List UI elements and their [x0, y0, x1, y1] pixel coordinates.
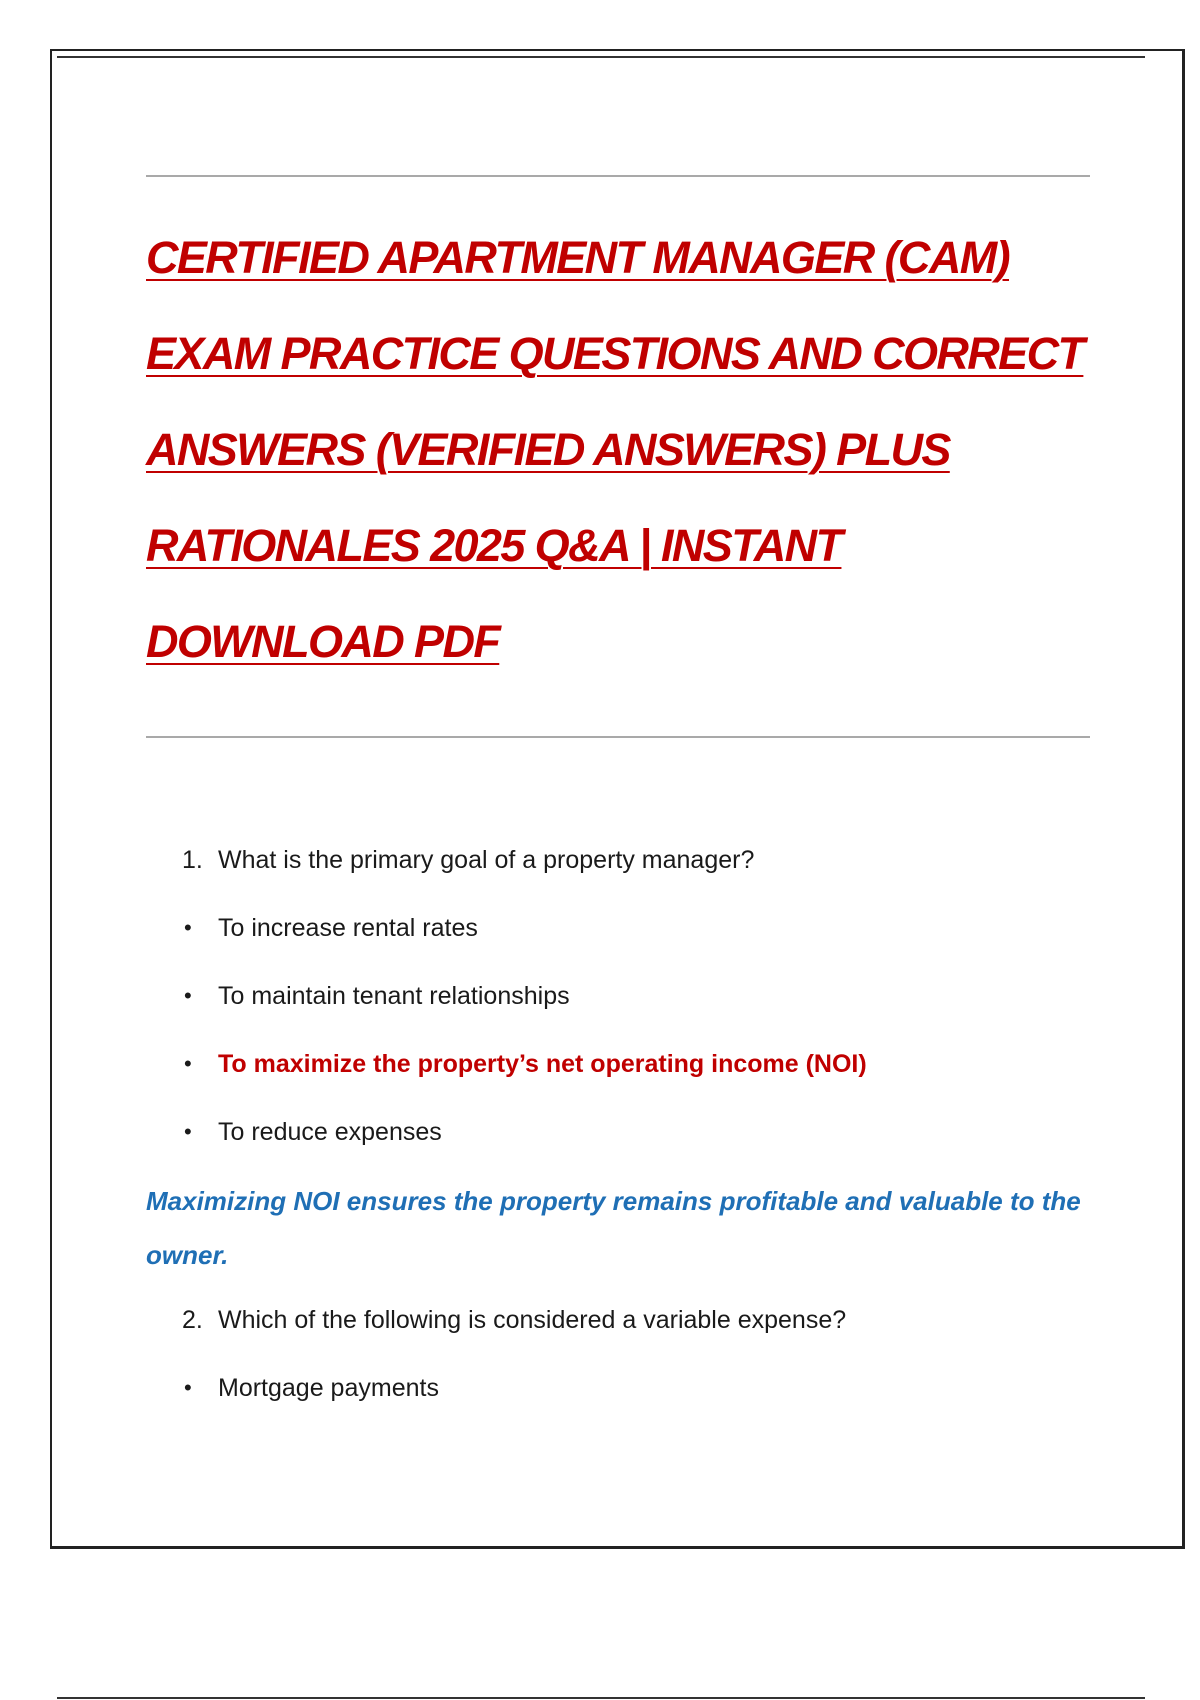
title-line-2: EXAM PRACTICE QUESTIONS AND CORRECT — [146, 328, 1084, 379]
bullet-icon: • — [184, 1051, 192, 1076]
question-text: What is the primary goal of a property manager? — [218, 846, 755, 874]
next-page-top-line — [57, 1697, 1145, 1699]
rationale-text: Maximizing NOI ensures the property remains profitable and valuable to the owner. — [146, 1186, 1081, 1270]
question-list — [146, 830, 1106, 1426]
option-item — [146, 1102, 1106, 1170]
bullet-icon: • — [184, 1119, 192, 1144]
title-line-3: ANSWERS (VERIFIED ANSWERS) PLUS — [146, 424, 950, 475]
question-2 — [146, 1290, 1106, 1358]
bullet-icon: • — [184, 915, 192, 940]
question-1 — [146, 830, 1106, 898]
question-number: 2. — [182, 1306, 203, 1334]
option-item-correct — [146, 1034, 1106, 1102]
option-item — [146, 898, 1106, 966]
title-rule-top — [146, 175, 1090, 177]
option-text: To reduce expenses — [218, 1118, 442, 1146]
bullet-icon: • — [184, 983, 192, 1008]
option-text-correct: To maximize the property’s net operating income (NOI) — [218, 1050, 867, 1078]
document-title — [146, 210, 1106, 690]
option-text: To maintain tenant relationships — [218, 982, 570, 1010]
title-line-1: CERTIFIED APARTMENT MANAGER (CAM) — [146, 232, 1009, 283]
option-item — [146, 1358, 1106, 1426]
bullet-icon: • — [184, 1375, 192, 1400]
question-text: Which of the following is considered a variable expense? — [218, 1306, 847, 1334]
title-line-5: DOWNLOAD PDF — [146, 616, 500, 667]
option-item — [146, 966, 1106, 1034]
title-line-4: RATIONALES 2025 Q&A | INSTANT — [146, 520, 842, 571]
frame-top-line — [57, 56, 1145, 58]
question-number: 1. — [182, 846, 203, 874]
option-text: Mortgage payments — [218, 1374, 439, 1402]
title-rule-bottom — [146, 736, 1090, 738]
option-text: To increase rental rates — [218, 914, 478, 942]
